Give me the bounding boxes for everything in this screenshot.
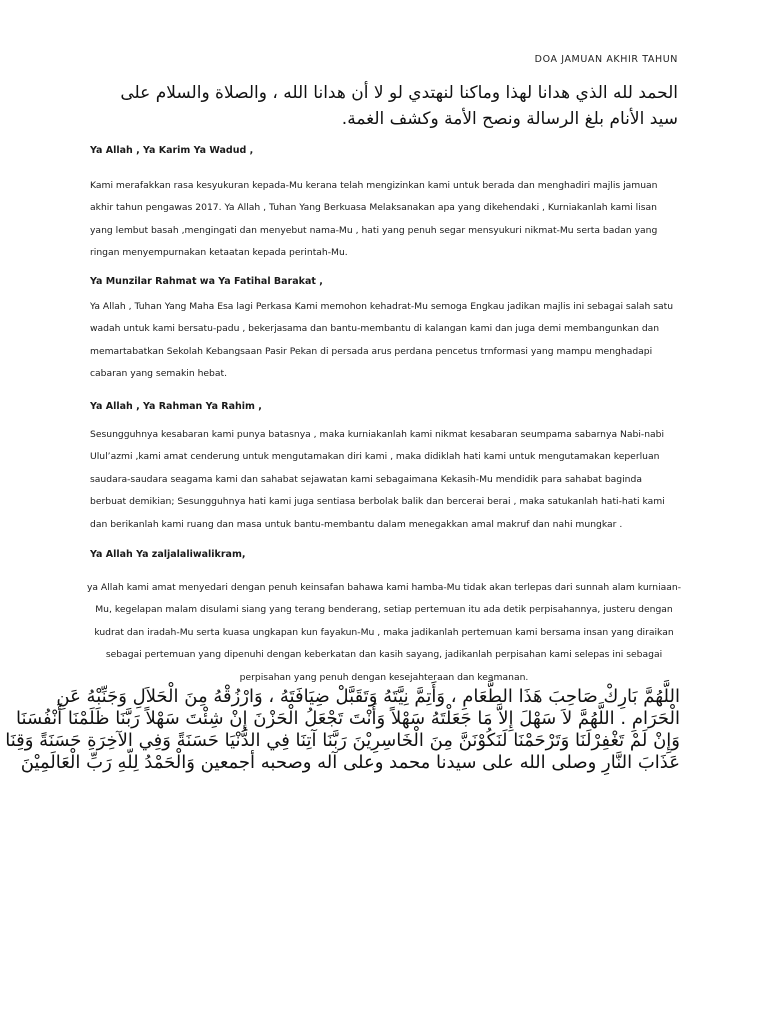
section-heading: Ya Allah , Ya Rahman Ya Rahim , [90,401,262,412]
closing-arabic-prayer [5,686,680,774]
section-heading: Ya Allah Ya zaljalaliwalikram, [90,549,246,560]
document-title: DOA JAMUAN AKHIR TAHUN [534,54,678,65]
section-paragraph: Sesungguhnya kesabaran kami punya batasnya , maka kurniakanlah kami nikmat kesabaran seumpama sabarnya Nabi-nabi Ulul’azmi ,kami amat cenderung untuk mengutamakan diri kami , maka didiklah hati kami untuk mengutamakan keperluan saudara-saudara seagama kami dan sahabat sejawatan kami sebagaimana Kekasih-Mu mendidik para sahabat baginda berbuat demikian; Sesungguhnya hati kami juga sentiasa berbolak balik dan bercerai berai , maka satukanlah hati-hati kami dan berikanlah kami ruang dan masa untuk bantu-membantu dalam menegakkan amal makruf dan nahi mungkar . [90,429,665,530]
section-paragraph: ya Allah kami amat menyedari dengan penuh keinsafan bahawa kami hamba-Mu tidak akan terlepas dari sunnah alam kurniaan-Mu, kegelapan malam disulami siang yang terang benderang, setiap pertemuan itu ada detik perpisahannya, justeru dengan kudrat dan iradah-Mu serta kuasa ungkapan kun fayakun-Mu , maka jadikanlah pertemuan kami bersama insan yang diraikan sebagai pertemuan yang dipenuhi dengan keberkatan dan kasih sayang, jadikanlah perpisahan kami selepas ini sebagai perpisahan yang penuh dengan kesejahteraan dan keamanan. [86,582,682,683]
closing-arabic-line: اللَّهُمَّ بَارِكْ صَاحِبَ هَذَا الطَّعَامِ ، وَأَتِمَّ نِيَّتَهُ وَتَقَبَّلْ ضِيَافَتَهُ ، وَارْزُقْهُ مِنَ الْحَلاَلِ وَجَنِّبْهُ عَنِ [56,686,680,707]
closing-arabic-line: عَذَابَ النَّارِ وصلى الله على سيدنا محمد وعلى آله وصحبه أجمعين وَالْحَمْدُ لِلّهِ رَبِّ الْعَالَمِيْنَ [20,752,680,773]
closing-arabic-line: وَإِنْ لَمْ تَغْفِرْلَنَا وَتَرْحَمْنَا لَنَكُوْنَنَّ مِنَ الْخَاسِرِيْنَ رَبَّنَا آتِنَا فِي الدُّنْيَا حَسَنَةً وَفِي الآخِرَةِ حَسَنَةً وَقِنَا [5,730,680,751]
section-heading: Ya Allah , Ya Karim Ya Wadud , [90,145,254,156]
opening-arabic-prayer: الحمد لله الذي هدانا لهذا وماكنا لنهتدي لو لا أن هدانا الله ، والصلاة والسلام على سيد الأنام بلغ الرسالة ونصح الأمة وكشف الغمة. [120,83,678,129]
closing-arabic-line: الْحَرَامِ . اللَّهُمَّ لاَ سَهْلَ إِلاَّ مَا جَعَلْتَهُ سَهْلاً وَأَنْتَ تَجْعَلُ الْحَزْنَ إِنْ شِئْتَ سَهْلاً رَبَّنَا ظَلَمْنَا أَنْفُسَنَا [16,708,680,729]
section-paragraph: Kami merafakkan rasa kesyukuran kepada-Mu kerana telah mengizinkan kami untuk berada dan menghadiri majlis jamuan akhir tahun pengawas 2017. Ya Allah , Tuhan Yang Berkuasa Melaksanakan apa yang dikehendaki , Kurniakanlah kami lisan yang lembut basah ,mengingati dan menyebut nama-Mu , hati yang penuh segar mensyukuri nikmat-Mu serta badan yang ringan menyempurnakan ketaatan kepada perintah-Mu. [90,180,658,259]
section-paragraph: Ya Allah , Tuhan Yang Maha Esa lagi Perkasa Kami memohon kehadrat-Mu semoga Engkau jadikan majlis ini sebagai salah satu wadah untuk kami bersatu-padu , bekerjasama dan bantu-membantu di kalangan kami dan juga demi membangunkan dan memartabatkan Sekolah Kebangsaan Pasir Pekan di persada arus perdana pencetus trnformasi yang mampu menghadapi cabaran yang semakin hebat. [90,301,674,380]
section-heading: Ya Munzilar Rahmat wa Ya Fatihal Barakat , [90,276,323,287]
